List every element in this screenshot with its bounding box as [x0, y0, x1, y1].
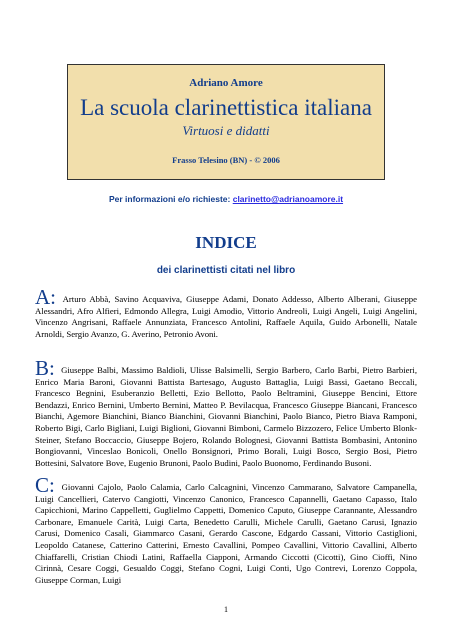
- book-title: La scuola clarinettistica italiana: [80, 95, 372, 120]
- index-heading: INDICE: [195, 233, 257, 252]
- title-box: [67, 64, 385, 180]
- section-letter: B:: [35, 356, 55, 380]
- section-names: Arturo Abbà, Savino Acquaviva, Giuseppe Adami, Donato Addesso, Alberto Alberani, Giuseppe Alessandri, Afro Alfieri, Edmondo Allegra, Luigi Amodio, Vittorio Andreoli, Luigi Angeli, Luigi Angelini, Vincenzo Angrisani, Raffaele Annunziata, Francesco Antolini, Raffaele Aquila, Guido Arbonelli, Natale Arnoldi, Sergio Avanzo, G. Averino, Petronio Avoni.: [35, 294, 417, 339]
- section-c: [35, 473, 418, 586]
- section-letter: A:: [35, 285, 56, 309]
- book-subtitle: Virtuosi e didatti: [182, 123, 270, 138]
- email-link[interactable]: clarinetto@adrianoamore.it: [232, 194, 344, 204]
- book-author: Adriano Amore: [189, 77, 263, 89]
- index-subheading: dei clarinettisti citati nel libro: [156, 265, 296, 276]
- page-number: 1: [224, 605, 228, 614]
- publication-info: Frasso Telesino (BN) - © 2006: [172, 155, 280, 165]
- contact-info: [0, 194, 452, 204]
- section-names: Giovanni Cajolo, Paolo Calamia, Carlo Calcagnini, Vincenzo Cammarano, Salvatore Campanella, Luigi Cancellieri, Catervo Cangiotti, Vincenzo Canonico, Francesco Capannelli, Gaetano Capasso, Italo Capicchioni, Marino Cappelletti, Guglielmo Cappetti, Domenico Caputo, Giuseppe Carannante, Alessandro Carbonare, Emanuele Carità, Luigi Carta, Benedetto Carulli, Michele Carulli, Gaetano Carusi, Ignazio Carusi, Domenico Casali, Giammarco Casani, Gerardo Cascone, Edgardo Cassani, Vittorio Castiglioni, Leopoldo Catanese, Catterino Catterini, Ernesto Cavallini, Pompeo Cavallini, Vittorio Cavallini, Alberto Chiaffarelli, Cristian Chiodi Latini, Raffaella Ciapponi, Armando Ciccotti (Cicotti), Gino Cioffi, Nino Cirinnà, Cesare Coggi, Gesualdo Coggi, Stefano Cogni, Luigi Conti, Ugo Contrevi, Lorenzo Coppola, Giuseppe Corman, Luigi: [35, 482, 418, 585]
- section-b: [35, 356, 417, 469]
- section-names: Giuseppe Balbi, Massimo Baldioli, Ulisse Balsimelli, Sergio Barbero, Carlo Barbi, Pietro Barbieri, Enrico Maria Baroni, Giovanni Battista Bartesago, Augusto Battaglia, Luigi Bassi, Gaetano Beccali, Francesco Begnini, Esuberanzio Belletti, Ezio Bellotto, Paolo Beltramini, Giuseppe Bencini, Ettore Bendazzi, Enrico Bernini, Umberto Bernini, Matteo P. Bevilacqua, Francesco Giuseppe Biancani, Francesco Bianchi, Agemore Bianchini, Bianco Bianchini, Giovanni Bianchini, Paolo Bianco, Pietro Biava Ramponi, Roberto Bigi, Carlo Bigliani, Luigi Biglioni, Giovanni Bimboni, Carmelo Bizzozero, Felice Umberto Blonk-Steiner, Stefano Boccaccio, Giuseppe Bojero, Rolando Bolognesi, Giovanni Battista Bombasini, Antonino Bongiovanni, Vinceslao Bonicoli, Onello Bonsignori, Primo Borali, Luigi Bosco, Sergio Bosi, Pietro Bottesini, Salvatore Bove, Eugenio Brunoni, Paolo Budini, Paolo Buonomo, Ferdinando Busoni.: [35, 365, 417, 468]
- contact-prefix: Per informazioni e/o richieste:: [108, 194, 233, 204]
- section-a: [35, 285, 417, 340]
- section-letter: C:: [35, 473, 55, 497]
